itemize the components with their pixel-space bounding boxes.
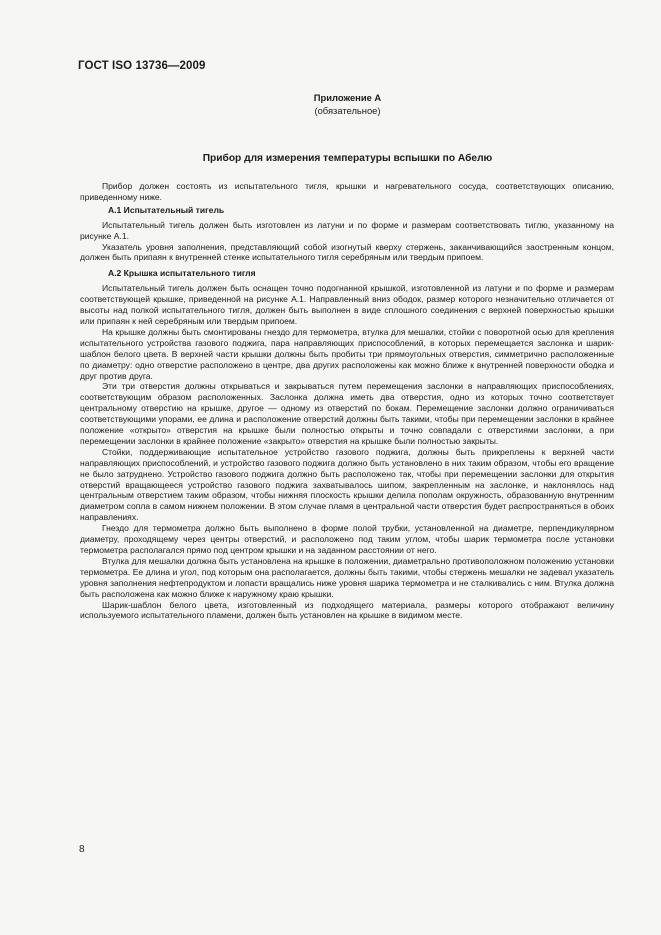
paragraph: На крышке должны быть смонтированы гнездо для термометра, втулка для мешалки, стойки с поворотной осью для крепления испытательного устройства газового поджига, пара направляющих приспособлений, в которых перемещается заслонка и шарик-шаблон белого цвета. В верхней части крышки должны быть пробиты три прямоугольных отверстия, симметрично расположенные по диаметру: одно отверстие расположено в центре, два других расположены как можно ближе к внутренней поверхности ободка и друг против друга. [80,326,614,381]
annex-status: (обязательное) [314,105,381,116]
annex-title: Приложение А [313,92,382,103]
paragraph: Втулка для мешалки должна быть установлена на крышке в положении, диаметрально противоположном положению установки термометра. Ее длина и угол, под которым она располагается, должны быть такими, чтобы стержень мешалки не задевал указатель уровня заполнения нефтепродуктом и лопасти вращались ниже уровня шарика термометра и не сталкивались с ним. Втулка должна быть расположена как можно ближе к наружному краю крышки. [80,555,614,599]
document-body [80,181,614,621]
annex-main-title [0,153,661,164]
paragraph: Эти три отверстия должны открываться и закрываться путем перемещения заслонки в направляющих приспособлениях, соответствующим образом расположенных. Заслонка должна иметь два отверстия, одно из которых точно соответствует центральному отверстию на крышке, другое — одному из отверстий по бокам. Перемещение заслонки должно ограничиваться соответствующими упорами, ее длина и расположение отверстий должны быть такими, чтобы при перемещении заслонки в крайнее положение «открыто» отверстия на крышке были полностью открыты и точно совпадали с отверстиями заслонки, а при перемещении заслонки в крайнее положение «закрыто» отверстия на крышке были полностью закрыты. [80,381,614,446]
intro-paragraph: Прибор должен состоять из испытательного тигля, крышки и нагревательного сосуда, соответствующих описанию, приведенному ниже. [80,181,614,202]
document-code: ГОСТ ISO 13736—2009 [78,60,206,72]
section-a1-heading: А.1 Испытательный тигель [108,204,225,215]
annex-heading [0,91,661,117]
page-number: 8 [79,844,85,855]
section-a2-heading: А.2 Крышка испытательного тигля [108,268,256,279]
paragraph: Гнездо для термометра должно быть выполнено в форме полой трубки, установленной на диаметре, перпендикулярном диаметру, проходящему через центры отверстий, и расположено под таким углом, чтобы шарик термометра после установки термометра располагался прямо под центром крышки и на заданном расстоянии от него. [80,523,614,555]
paragraph: Указатель уровня заполнения, представляющий собой изогнутый кверху стержень, заканчивающийся заостренным концом, должен быть припаян к внутренней стенке испытательного тигля серебряным или твердым припоем. [80,241,614,263]
paragraph: Стойки, поддерживающие испытательное устройство газового поджига, должны быть прикреплены к верхней части направляющих приспособлений, и устройство газового поджига должно быть установлено в них таким образом, чтобы его вращение не было затруднено. Устройство газового поджига должно быть расположено так, чтобы при перемещении заслонки для открытия отверстий вращающееся устройство газового поджига захватывалось шипом, закрепленным на заслонке, и наклонялось над центральным отверстием таким образом, чтобы нижняя плоскость крышки делила пополам окружность, образованную внутренним диаметром сопла в самом нижнем положении. В этом случае пламя в центральной части отверстия будет распространяться в обоих направлениях. [80,446,614,523]
paragraph: Шарик-шаблон белого цвета, изготовленный из подходящего материала, размеры которого отображают величину используемого испытательного пламени, должен быть установлен на крышке в видимом месте. [80,599,614,621]
paragraph: Испытательный тигель должен быть изготовлен из латуни и по форме и размерам соответствовать тиглю, указанному на рисунке А.1. [80,219,614,241]
main-title-text: Прибор для измерения температуры вспышки по Абелю [202,153,493,164]
paragraph: Испытательный тигель должен быть оснащен точно подогнанной крышкой, изготовленной из латуни и по форме и размерам соответствующей крышке, приведенной на рисунке А.1. Направленный вниз ободок, размер которого незначительно отличается от высоты над полкой испытательного тигля, должен быть выполнен в виде сплошного соединения с верхней поверхностью крышки или припаян к ней серебряным или твердым припоем. [80,283,614,326]
